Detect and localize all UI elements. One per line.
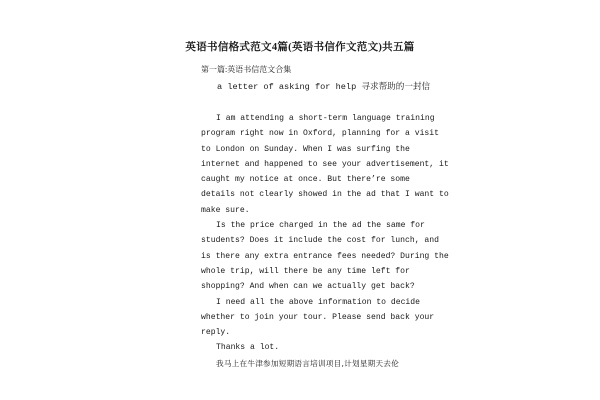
- body-line: to London on Sunday. When I was surfing the: [201, 144, 410, 154]
- body-line: whole trip, will there be any time left for: [201, 266, 410, 276]
- section-heading: 第一篇:英语书信范文合集: [201, 65, 292, 74]
- document-title: 英语书信格式范文4篇(英语书信作文范文)共五篇: [185, 42, 415, 53]
- body-line: Thanks a lot.: [216, 343, 280, 353]
- body-line: 我马上在牛津参加短期语言培训项目,计划星期天去伦: [216, 358, 399, 368]
- body-line: details not clearly showed in the ad that I want to: [201, 190, 449, 200]
- body-line: I need all the above information to decide: [216, 297, 420, 307]
- body-line: internet and happened to see your advertisement, it: [201, 159, 449, 169]
- body-line: whether to join your tour. Please send back your: [201, 312, 435, 322]
- body-line: is there any extra entrance fees needed? During the: [201, 251, 449, 261]
- letter-subtitle: a letter of asking for help 寻求帮助的一封信: [217, 82, 431, 92]
- body-line: reply.: [201, 328, 231, 338]
- body-line: students? Does it include the cost for lunch, and: [201, 236, 439, 246]
- body-line: Is the price charged in the ad the same for: [216, 221, 425, 231]
- body-line: shopping? And when can we actually get back?: [201, 282, 415, 292]
- body-line: make sure.: [201, 205, 250, 215]
- body-line: I am attending a short-term language training: [216, 114, 435, 123]
- letter-body: [201, 111, 449, 371]
- body-line: caught my notice at once. But there’re some: [201, 175, 410, 185]
- body-line: program right now in Oxford, planning for a visit: [201, 129, 439, 139]
